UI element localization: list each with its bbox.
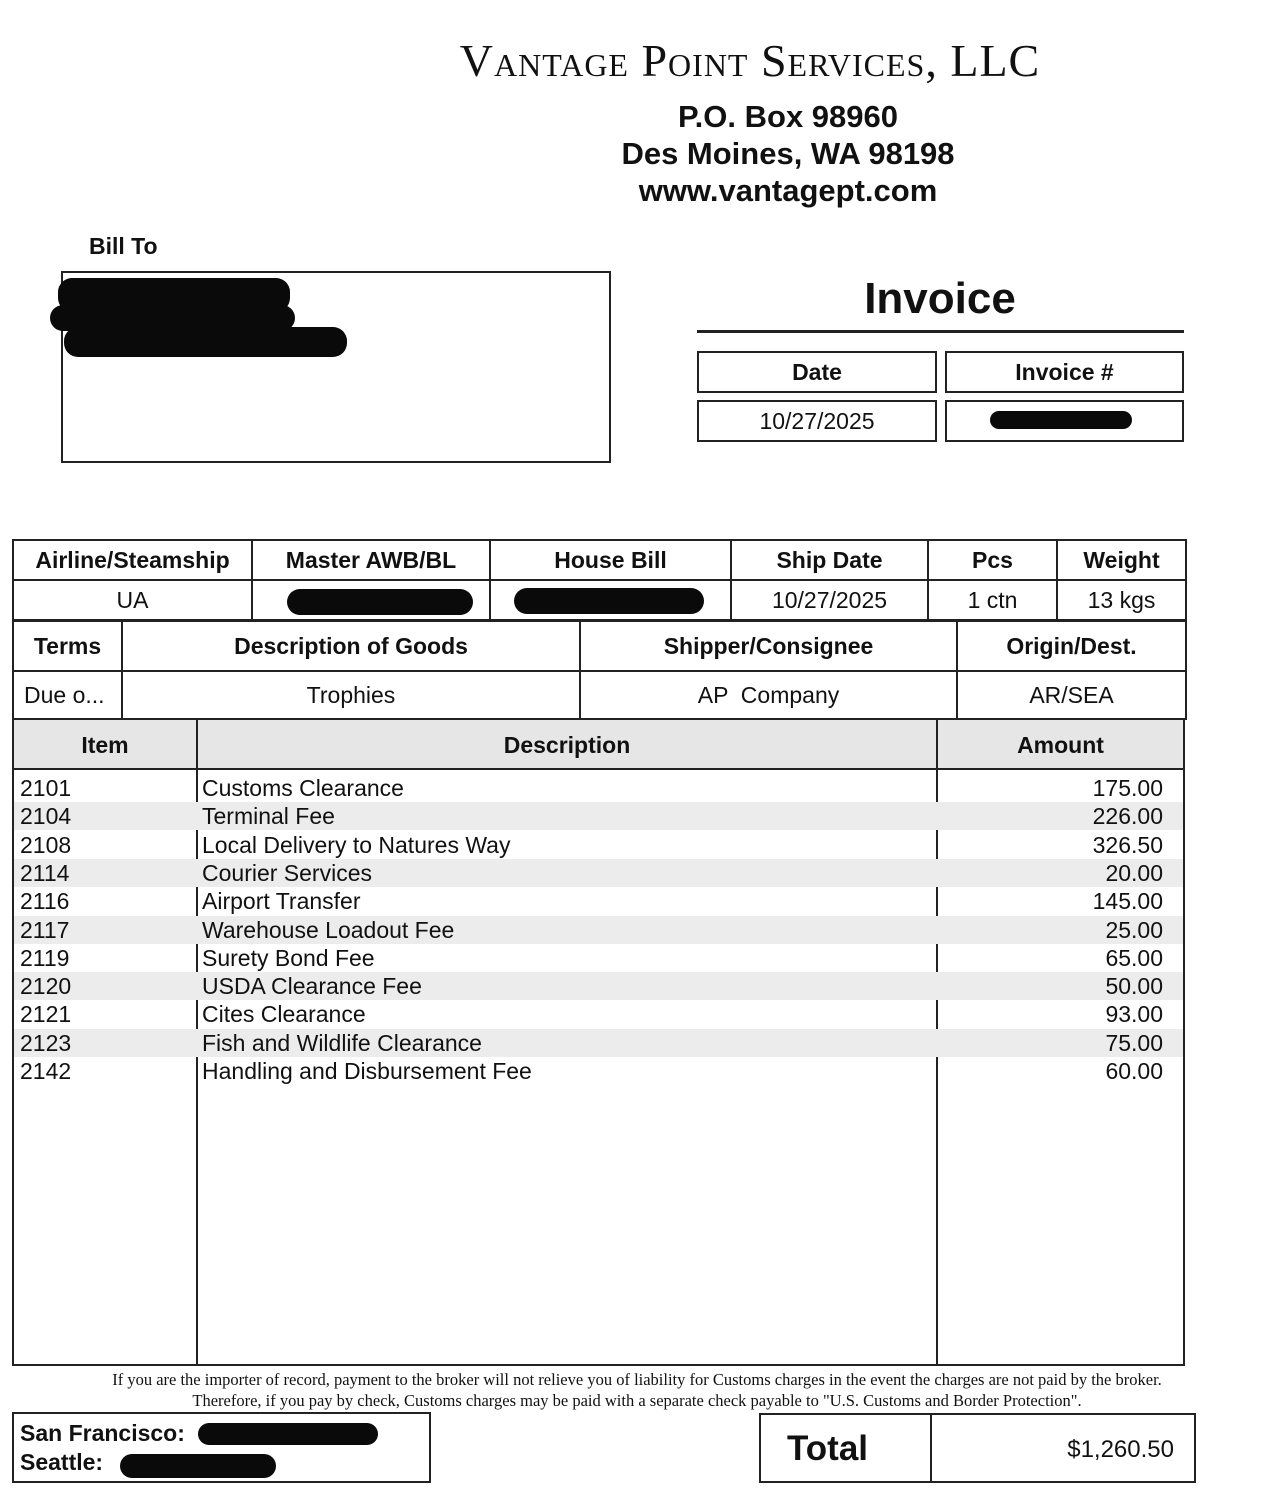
item-amount: 175.00 [1092,775,1163,801]
disclaimer-line-1: If you are the importer of record, payment to the broker will not relieve you of liability for Customs charges in the event the charges are not paid by the broker. [112,1370,1162,1389]
item-description: Surety Bond Fee [202,944,375,971]
item-description: Airport Transfer [202,888,361,915]
master-awb-redaction [287,589,473,615]
item-amount: 25.00 [1105,916,1163,943]
disclaimer-line-2: Therefore, if you pay by check, Customs charges may be paid with a separate check payable to "U.S. Customs and Border Protection". [192,1391,1082,1410]
item-description: Warehouse Loadout Fee [202,916,455,943]
item-code: 2114 [20,859,70,886]
item-code: 2119 [20,944,70,971]
invoice-number-header: Invoice # [945,351,1184,393]
header-pcs: Pcs [928,540,1057,580]
item-description: Cites Clearance [202,1001,366,1028]
company-name: Vantage Point Services, LLC [459,35,1041,86]
table-row [14,859,1183,887]
total-amount: $1,260.50 [1067,1436,1174,1463]
seattle-label: Seattle: [20,1449,104,1475]
items-table-header [14,720,1183,770]
house-bill-redaction [514,588,704,614]
header-amount: Amount [1017,732,1104,758]
item-code: 2121 [20,1001,72,1028]
pcs-value: 1 ctn [928,580,1057,620]
item-description: Handling and Disbursement Fee [202,1058,532,1084]
item-description: Customs Clearance [202,775,404,801]
item-amount: 226.00 [1092,803,1163,830]
bill-to-redaction [64,327,347,357]
item-code: 2123 [20,1029,72,1056]
san-francisco-redaction [198,1423,378,1445]
invoice-date-header: Date [697,351,937,393]
header-origin-dest: Origin/Dest. [957,621,1186,671]
terms-value: Due o... [13,671,122,719]
weight-value: 13 kgs [1057,580,1186,620]
total-box [759,1413,1196,1483]
table-row [14,1057,1183,1085]
item-amount: 326.50 [1092,831,1163,858]
company-po-box: P.O. Box 98960 [677,99,898,134]
item-code: 2117 [20,916,70,943]
item-amount: 20.00 [1105,859,1163,886]
header-description: Description [503,732,631,758]
origin-dest-value: AR/SEA [957,671,1186,719]
header-master-awb: Master AWB/BL [252,540,490,580]
item-code: 2142 [20,1058,72,1084]
invoice-date-value: 10/27/2025 [697,400,937,442]
item-code: 2101 [20,775,72,801]
item-description: Courier Services [202,859,372,886]
goods-description-value: Trophies [122,671,580,719]
item-amount: 75.00 [1105,1029,1163,1056]
items-table [12,718,1185,1366]
total-divider [930,1415,932,1481]
table-row [14,802,1183,830]
header-ship-date: Ship Date [731,540,928,580]
invoice-title: Invoice [864,274,1016,323]
total-label: Total [787,1429,869,1468]
table-row [14,944,1183,972]
invoice-title-rule [697,330,1184,333]
header-description-of-goods: Description of Goods [122,621,580,671]
table-row [14,887,1183,915]
san-francisco-label: San Francisco: [20,1420,185,1446]
item-amount: 93.00 [1105,1001,1163,1028]
item-code: 2120 [20,973,72,1000]
invoice-number-redaction [990,411,1132,429]
item-amount: 65.00 [1105,944,1163,971]
header-item: Item [81,732,129,758]
table-row [14,972,1183,1000]
header-shipper-consignee: Shipper/Consignee [580,621,957,671]
header-house-bill: House Bill [490,540,731,580]
item-amount: 50.00 [1105,973,1163,1000]
item-amount: 145.00 [1092,888,1163,915]
table-row [14,1000,1183,1028]
company-website: www.vantagept.com [638,173,938,208]
table-row [14,831,1183,859]
header-airline: Airline/Steamship [13,540,252,580]
airline-value: UA [13,580,252,620]
company-city-line: Des Moines, WA 98198 [621,136,955,171]
table-row [14,774,1183,802]
item-description: Fish and Wildlife Clearance [202,1029,482,1056]
shipper-value: AP Company [580,671,957,719]
seattle-redaction [120,1454,276,1478]
item-code: 2108 [20,831,72,858]
item-amount: 60.00 [1105,1058,1163,1084]
ship-date-value: 10/27/2025 [731,580,928,620]
table-row [14,1029,1183,1057]
item-code: 2104 [20,803,72,830]
header-terms: Terms [13,621,122,671]
item-description: USDA Clearance Fee [202,973,422,1000]
header-weight: Weight [1057,540,1186,580]
item-description: Terminal Fee [202,803,335,830]
goods-table [12,620,1187,720]
bill-to-label: Bill To [89,233,158,259]
item-code: 2116 [20,888,70,915]
table-row [14,916,1183,944]
item-description: Local Delivery to Natures Way [202,831,511,858]
